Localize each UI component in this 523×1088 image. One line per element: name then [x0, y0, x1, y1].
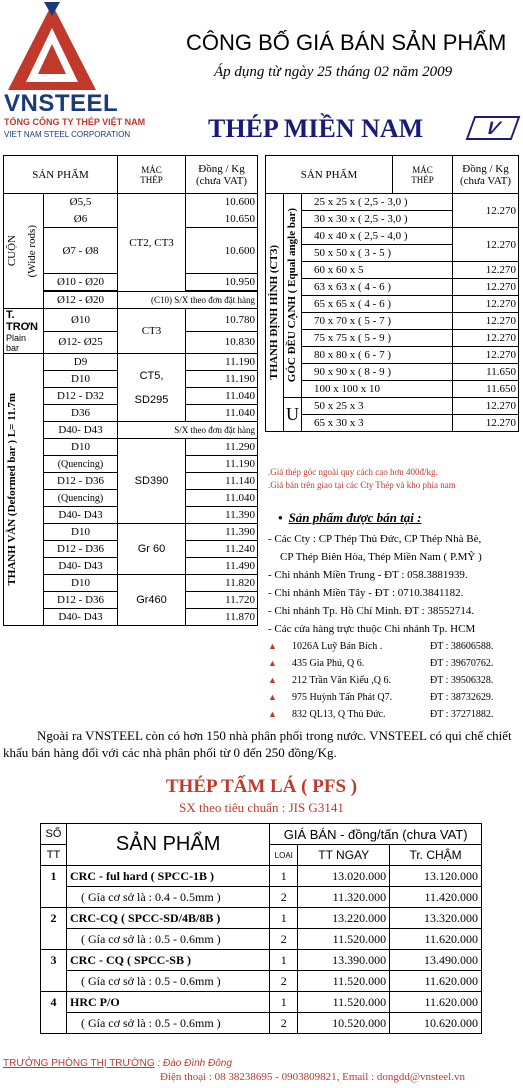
shaped-bar-label: THANH ĐỊNH HÌNH (CT3) — [266, 194, 284, 432]
page-title: CÔNG BỐ GIÁ BÁN SẢN PHẨM — [186, 30, 507, 55]
price-cell: 13.220.000 — [298, 908, 390, 929]
table-cell: (Quencing) — [44, 456, 118, 473]
price-cell: 12.270 — [453, 415, 519, 432]
table-cell: 63 x 63 x ( 4 - 6 ) — [302, 279, 453, 296]
pfs-price-table — [40, 823, 482, 1034]
col-header-deferred: Tr. CHẬM — [390, 845, 482, 866]
table-cell: Ø12 - Ø20 — [44, 292, 118, 309]
price-cell: 13.120.000 — [390, 866, 482, 887]
price-cell: 13.020.000 — [298, 866, 390, 887]
price-cell: 10.620.000 — [390, 1013, 482, 1034]
table-cell: D36 — [44, 405, 118, 422]
price-cell: 11.040 — [186, 490, 258, 507]
table-cell: Ø10 — [44, 309, 118, 332]
shop-item: ▲ 832 QL13, Q Thủ Đức. ĐT : 37271882. — [268, 706, 493, 723]
list-item: - Các Cty : CP Thép Thủ Đức, CP Thép Nhà Bè, — [268, 533, 482, 545]
price-cell: 10.600 — [186, 228, 258, 274]
product-name: CRC - CQ ( SPCC-SB ) — [66, 950, 269, 971]
type-cell: 2 — [270, 1013, 298, 1034]
product-name: CRC - ful hard ( SPCC-1B ) — [66, 866, 269, 887]
price-cell: 11.140 — [186, 473, 258, 490]
price-cell: 10.600 — [186, 194, 258, 211]
row-number: 2 — [41, 908, 67, 950]
table-cell: D10 — [44, 524, 118, 541]
price-cell: 11.040 — [186, 405, 258, 422]
shop-item: ▲ 435 Gia Phú, Q 6. ĐT : 39670762. — [268, 655, 493, 672]
table-cell: D40- D43 — [44, 609, 118, 626]
product-name: HRC P/O — [66, 992, 269, 1013]
price-cell: 13.490.000 — [390, 950, 482, 971]
price-cell: 12.270 — [453, 194, 519, 228]
price-notes — [268, 466, 456, 492]
price-cell: 11.650 — [453, 381, 519, 398]
table-cell: 30 x 30 x ( 2,5 - 3,0 ) — [302, 211, 453, 228]
triangle-icon: ▲ — [268, 675, 277, 685]
pfs-standard: SX theo tiêu chuẩn : JIS G3141 — [179, 800, 344, 815]
table-cell: 25 x 25 x ( 2,5 - 3,0 ) — [302, 194, 453, 211]
price-cell: 12.270 — [453, 347, 519, 364]
price-cell: 11.320.000 — [298, 887, 390, 908]
cuon-label: CUỘN — [4, 194, 24, 309]
price-cell: 10.520.000 — [298, 1013, 390, 1034]
right-price-table — [265, 155, 519, 432]
col-header-product: SẢN PHẨM — [266, 156, 393, 194]
base-note: ( Gía cơ sở là : 0.5 - 0.6mm ) — [66, 1013, 269, 1034]
base-note: ( Gía cơ sở là : 0.5 - 0.6mm ) — [66, 929, 269, 950]
type-cell: 1 — [270, 866, 298, 887]
table-cell: D12 - D36 — [44, 473, 118, 490]
table-cell: 80 x 80 x ( 6 - 7 ) — [302, 347, 453, 364]
price-cell: 11.520.000 — [298, 992, 390, 1013]
u-channel-label: U — [284, 398, 302, 432]
price-cell: 11.190 — [186, 354, 258, 371]
logo-name: VNSTEEL — [4, 90, 119, 117]
note-cell: (C10) S/X theo đơn đặt hàng — [118, 292, 258, 309]
list-item: - Các cửa hàng trực thuộc Chi nhánh Tp. HCM — [268, 623, 476, 635]
left-price-table — [3, 155, 258, 626]
effective-date: Áp dụng từ ngày 25 tháng 02 năm 2009 — [214, 64, 453, 80]
table-cell: Ø5,5 — [44, 194, 118, 211]
col-header-no: SỐ — [41, 824, 67, 845]
price-cell: 11.720 — [186, 592, 258, 609]
price-cell: 11.290 — [186, 439, 258, 456]
note-line: .Giá thép góc ngoài quy cách cao hơn 400đ/kg. — [268, 467, 438, 477]
table-cell: 40 x 40 x ( 2,5 - 4,0 ) — [302, 228, 453, 245]
price-cell: 10.830 — [186, 331, 258, 354]
table-cell: D40- D43 — [44, 558, 118, 575]
table-cell: 50 x 50 x ( 3 - 5 ) — [302, 245, 453, 262]
table-cell: D12 - D36 — [44, 541, 118, 558]
table-cell: 100 x 100 x 10 — [302, 381, 453, 398]
note-cell: S/X theo đơn đặt hàng — [118, 422, 258, 439]
base-note: ( Gía cơ sở là : 0.5 - 0.6mm ) — [66, 971, 269, 992]
pfs-title: THÉP TẤM LÁ ( PFS ) — [165, 776, 358, 797]
col-header-product: SẢN PHẨM — [4, 156, 118, 194]
brand-name: THÉP MIỀN NAM — [208, 114, 424, 143]
list-item: - Chi nhánh Miền Tây - ĐT : 0710.3841182. — [268, 587, 464, 599]
price-cell: 13.390.000 — [298, 950, 390, 971]
col-header-cash: TT NGAY — [298, 845, 390, 866]
table-cell: 70 x 70 x ( 5 - 7 ) — [302, 313, 453, 330]
table-cell: D10 — [44, 371, 118, 388]
distributor-paragraph: Ngoài ra VNSTEEL còn có hơn 150 nhà phân phối trong nước. VNSTEEL có qui chế chiết khấu bán hàng đối với các nhà phân phối từ 0 đến 250 đồng/Kg. — [3, 728, 512, 760]
price-cell: 11.240 — [186, 541, 258, 558]
table-cell: Ø10 - Ø20 — [44, 274, 118, 291]
row-number: 1 — [41, 866, 67, 908]
table-cell: D12 - D36 — [44, 592, 118, 609]
col-header-price: Đồng / Kg (chưa VAT) — [186, 156, 258, 194]
shop-item: ▲ 975 Huỳnh Tấn Phát Q7. ĐT : 38732629. — [268, 689, 493, 706]
price-cell: 13.320.000 — [390, 908, 482, 929]
price-cell: 11.190 — [186, 371, 258, 388]
price-cell: 12.270 — [453, 398, 519, 415]
price-cell: 12.270 — [453, 279, 519, 296]
price-cell: 11.390 — [186, 507, 258, 524]
tron-label: T. TRƠN Plain bar — [4, 309, 44, 354]
col-header-price: GIÁ BÁN - đồng/tấn (chưa VAT) — [270, 824, 482, 845]
grade-cell: Gr 60 — [118, 524, 186, 575]
wide-rods-label: (Wide rods) — [24, 194, 44, 309]
shop-item: ▲ 1026A Luỹ Bán Bích . ĐT : 38606588. — [268, 638, 493, 655]
col-header-grade: MÁC THÉP — [118, 156, 186, 194]
equal-angle-label: GÓC ĐỀU CẠNH ( Equal angle bar) — [284, 194, 302, 398]
price-cell: 11.520.000 — [298, 929, 390, 950]
grade-cell: SD390 — [118, 439, 186, 524]
table-cell: 90 x 90 x ( 8 - 9 ) — [302, 364, 453, 381]
type-cell: 2 — [270, 971, 298, 992]
price-cell: 12.270 — [453, 296, 519, 313]
location-list — [268, 530, 493, 723]
type-cell: 1 — [270, 950, 298, 971]
table-cell: (Quencing) — [44, 490, 118, 507]
type-cell: 1 — [270, 908, 298, 929]
table-cell: 65 x 65 x ( 4 - 6 ) — [302, 296, 453, 313]
price-cell: 11.420.000 — [390, 887, 482, 908]
table-cell: 60 x 60 x 5 — [302, 262, 453, 279]
price-cell: 11.390 — [186, 524, 258, 541]
row-number: 3 — [41, 950, 67, 992]
note-line: .Giá bán trên giao tại các Cty Thép và kho phía nam — [268, 480, 456, 490]
grade-cell: CT3 — [118, 309, 186, 354]
price-cell: 11.820 — [186, 575, 258, 592]
shop-item: ▲ 212 Trần Văn Kiểu ,Q 6. ĐT : 39506328. — [268, 672, 493, 689]
type-cell: 2 — [270, 929, 298, 950]
col-header-price: Đồng / Kg (chưa VAT) — [453, 156, 519, 194]
col-header-grade: MÁC THÉP — [393, 156, 453, 194]
table-cell: 75 x 75 x ( 5 - 9 ) — [302, 330, 453, 347]
table-cell: Ø7 - Ø8 — [44, 228, 118, 274]
grade-cell: Gr460 — [118, 575, 186, 626]
price-cell: 11.650 — [453, 364, 519, 381]
grade-cell: CT5, SD295 — [118, 354, 186, 422]
table-cell: 65 x 30 x 3 — [302, 415, 453, 432]
col-header-product: SẢN PHẨM — [66, 824, 269, 866]
price-cell: 12.270 — [453, 262, 519, 279]
price-cell: 11.040 — [186, 388, 258, 405]
table-cell: D12 - D32 — [44, 388, 118, 405]
list-item: CP Thép Biên Hòa, Thép Miền Nam ( P.MỸ ) — [280, 551, 482, 563]
price-cell: 10.950 — [186, 274, 258, 291]
logo-subtitle: TỔNG CÔNG TY THÉP VIỆT NAM — [4, 117, 146, 127]
table-cell: D10 — [44, 439, 118, 456]
price-cell: 12.270 — [453, 228, 519, 262]
base-note: ( Gía cơ sở là : 0.4 - 0.5mm ) — [66, 887, 269, 908]
price-cell: 12.270 — [453, 330, 519, 347]
table-cell: D40- D43 — [44, 422, 118, 439]
footer-signer: TRƯỞNG PHÒNG THỊ TRƯỜNG : Đào Đình Đông — [3, 1058, 232, 1069]
triangle-icon: ▲ — [268, 692, 277, 702]
triangle-icon: ▲ — [268, 641, 277, 651]
col-header-type: LOẠI — [270, 845, 298, 866]
list-item: - Chi nhánh Miền Trung - ĐT : 058.3881939. — [268, 569, 468, 581]
type-cell: 2 — [270, 887, 298, 908]
list-item: - Chi nhánh Tp. Hồ Chí Minh. ĐT : 38552714. — [268, 605, 475, 617]
price-cell: 10.650 — [186, 211, 258, 228]
table-cell: D10 — [44, 575, 118, 592]
table-cell: D40- D43 — [44, 507, 118, 524]
price-cell: 11.870 — [186, 609, 258, 626]
table-cell: D9 — [44, 354, 118, 371]
price-cell: 10.780 — [186, 309, 258, 332]
product-name: CRC-CQ ( SPCC-SD/4B/8B ) — [66, 908, 269, 929]
row-number: 4 — [41, 992, 67, 1034]
brand-mark-icon: V — [466, 116, 521, 140]
price-cell: 11.620.000 — [390, 929, 482, 950]
table-cell: Ø6 — [44, 211, 118, 228]
triangle-icon: ▲ — [268, 709, 277, 719]
price-cell: 11.190 — [186, 456, 258, 473]
price-cell: 11.620.000 — [390, 971, 482, 992]
deformed-bar-label: THANH VẰN (Deformed bar ) L= 11.7m — [4, 354, 44, 626]
footer-contact: Điện thoại : 08 38238695 - 0903809821, Email : dongdd@vnsteel.vn — [160, 1071, 465, 1083]
col-header-tt: TT — [41, 845, 67, 866]
logo-subtitle-en: VIET NAM STEEL CORPORATION — [4, 130, 131, 139]
grade-cell: CT2, CT3 — [118, 194, 186, 292]
table-cell: Ø12- Ø25 — [44, 331, 118, 354]
price-cell: 11.620.000 — [390, 992, 482, 1013]
price-cell: 11.520.000 — [298, 971, 390, 992]
price-cell: 11.490 — [186, 558, 258, 575]
type-cell: 1 — [270, 992, 298, 1013]
price-cell: 12.270 — [453, 313, 519, 330]
triangle-icon: ▲ — [268, 658, 277, 668]
sold-at-heading: • Sản phẩm được bán tại : — [278, 510, 422, 525]
table-cell: 50 x 25 x 3 — [302, 398, 453, 415]
